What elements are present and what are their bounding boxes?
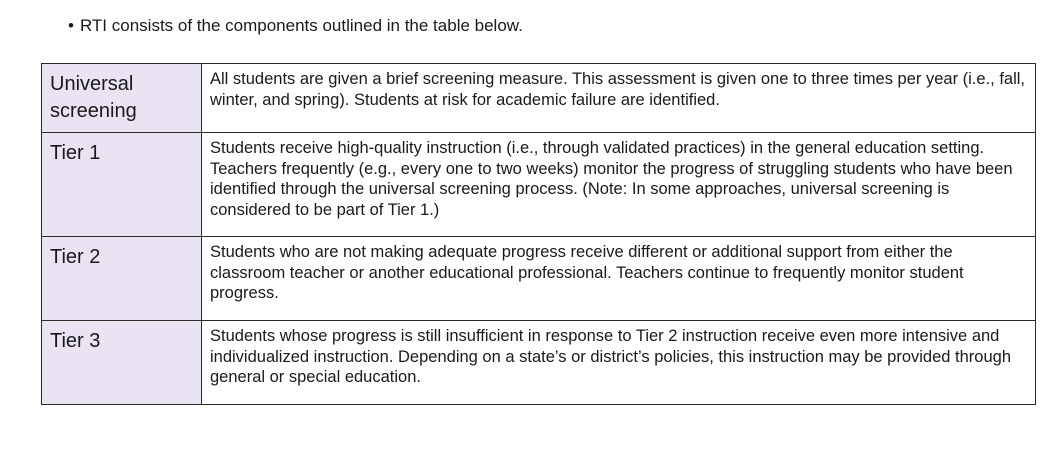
row-description: Students whose progress is still insufficient in response to Tier 2 instruction receive even more intensive and individualized instruction. Depending on a state’s or district’s policies, this instruction may be provided through general or special education. [202,321,1036,405]
rti-components-table [41,63,1036,405]
table-row-universal-screening [42,64,1036,133]
row-description: Students receive high-quality instruction (i.e., through validated practices) in the general education setting. Teachers frequently (e.g., every one to two weeks) monitor the progress of struggling students who have been identified through the universal screening process. (Note: In some approaches, universal screening is considered to be part of Tier 1.) [202,133,1036,237]
table-row-tier-1 [42,133,1036,237]
row-description: All students are given a brief screening measure. This assessment is given one to three times per year (i.e., fall, winter, and spring). Students at risk for academic failure are identified. [202,64,1036,133]
intro-bullet-line [68,15,523,37]
table-row-tier-3 [42,321,1036,405]
row-label: Universal screening [42,64,202,133]
row-label: Tier 3 [42,321,202,405]
table-row-tier-2 [42,237,1036,321]
intro-text: RTI consists of the components outlined in the table below. [79,16,523,35]
bullet-icon: • [68,16,74,35]
row-description: Students who are not making adequate progress receive different or additional support from either the classroom teacher or another educational professional. Teachers continue to frequently monitor student progress. [202,237,1036,321]
row-label: Tier 1 [42,133,202,237]
row-label: Tier 2 [42,237,202,321]
